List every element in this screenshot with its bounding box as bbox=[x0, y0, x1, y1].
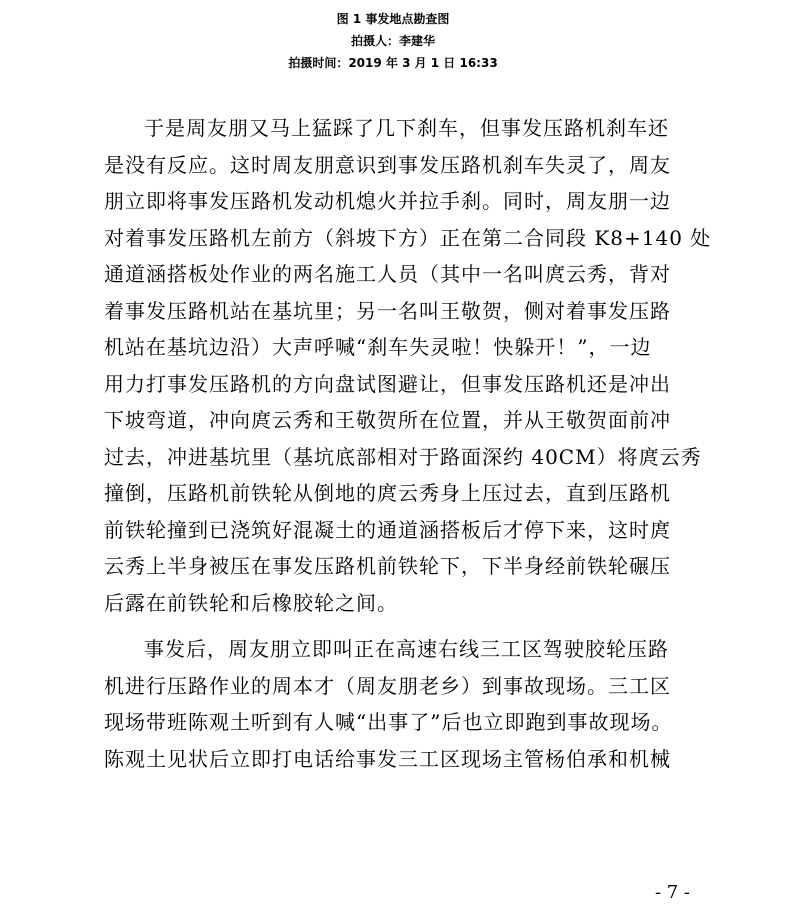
page-number: - 7 - bbox=[654, 882, 690, 903]
text-line: 是没有反应。这时周友朋意识到事发压路机刹车失灵了，周友 bbox=[104, 152, 671, 177]
text-line: 朋立即将事发压路机发动机熄火并拉手刹。同时，周友朋一边 bbox=[104, 189, 671, 213]
text-line: 用力打事发压路机的方向盘试图避让，但事发压路机还是冲出 bbox=[104, 371, 671, 396]
text-line: 过去，冲进基坑里（基坑底部相对于路面深约 40CM）将庹云秀 bbox=[104, 444, 702, 469]
text-line: 事发后，周友朋立即叫正在高速右线三工区驾驶胶轮压路 bbox=[144, 637, 669, 661]
paragraph-1 bbox=[104, 110, 712, 621]
text-line: 机进行压路作业的周本才（周友朋老乡）到事故现场。三工区 bbox=[104, 673, 671, 698]
text-line: 陈观土见状后立即打电话给事发三工区现场主管杨伯承和机械 bbox=[104, 746, 671, 771]
paragraph-2 bbox=[104, 631, 704, 777]
photo-caption-title: 图 1 事发地点勘查图 bbox=[336, 12, 450, 26]
photo-caption-time: 拍摄时间：2019 年 3 月 1 日 16:33 bbox=[288, 56, 498, 70]
text-line: 对着事发压路机左前方（斜坡下方）正在第二合同段 K8+140 处 bbox=[104, 225, 712, 250]
text-line: 于是周友朋又马上猛踩了几下刹车，但事发压路机刹车还 bbox=[144, 116, 669, 140]
text-line: 云秀上半身被压在事发压路机前铁轮下，下半身经前铁轮碾压 bbox=[104, 554, 671, 578]
text-line: 着事发压路机站在基坑里；另一名叫王敬贺，侧对着事发压路 bbox=[104, 298, 671, 323]
text-line: 下坡弯道，冲向庹云秀和王敬贺所在位置，并从王敬贺面前冲 bbox=[104, 408, 671, 432]
text-line: 机站在基坑边沿）大声呼喊“刹车失灵啦！快躲开！”，一边 bbox=[104, 335, 652, 359]
text-line: 通道涵搭板处作业的两名施工人员（其中一名叫庹云秀，背对 bbox=[104, 262, 671, 286]
text-line: 前铁轮撞到已浇筑好混凝土的通道涵搭板后才停下来，这时庹 bbox=[104, 517, 671, 542]
photo-caption-photographer: 拍摄人：李建华 bbox=[350, 34, 435, 48]
document-body bbox=[104, 110, 712, 777]
text-line: 撞倒，压路机前铁轮从倒地的庹云秀身上压过去，直到压路机 bbox=[104, 481, 671, 505]
text-line: 后露在前铁轮和后橡胶轮之间。 bbox=[104, 590, 398, 615]
text-line: 现场带班陈观土听到有人喊“出事了”后也立即跑到事故现场。 bbox=[104, 710, 673, 734]
